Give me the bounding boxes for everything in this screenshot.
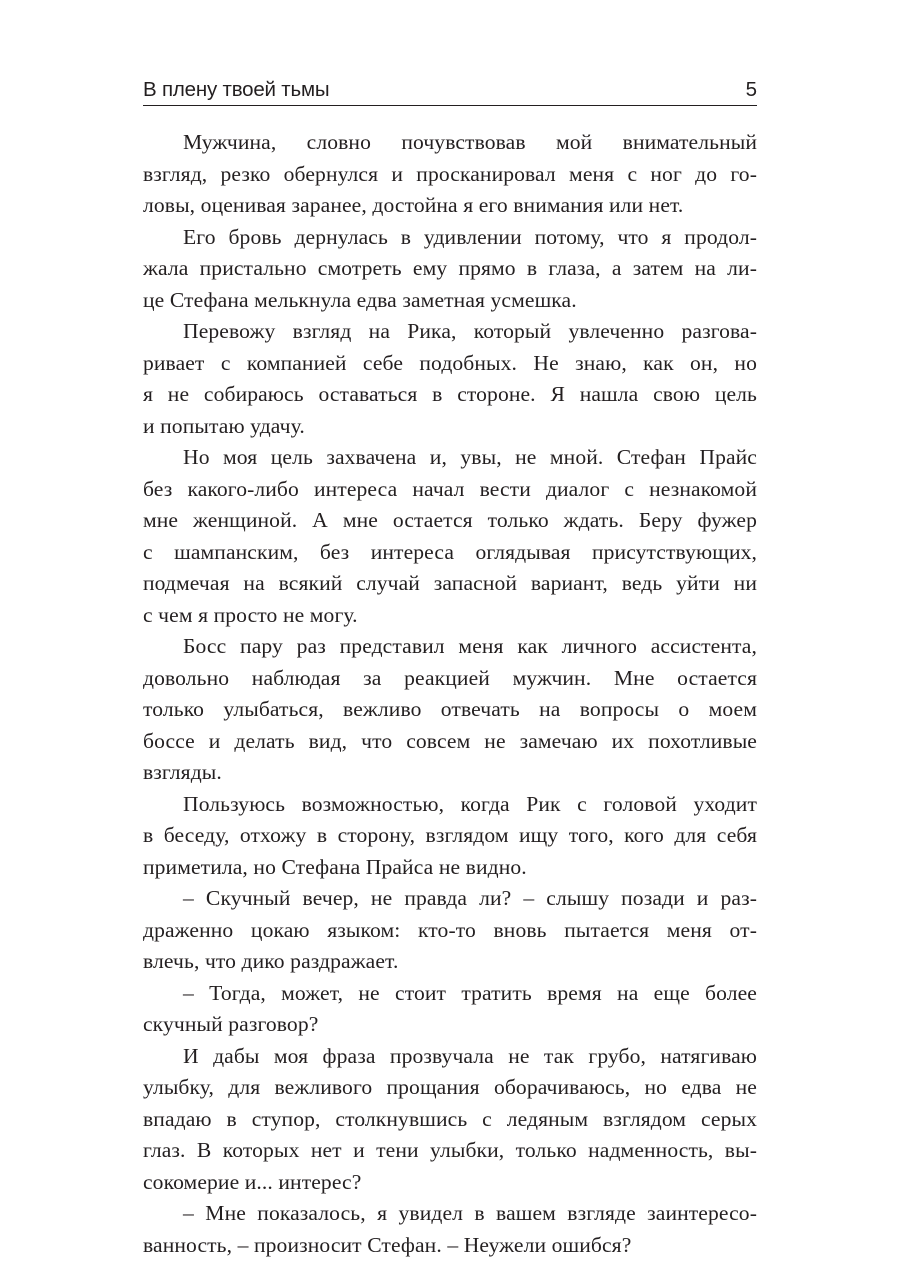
- text-line: ривает с компанией себе подобных. Не знаю, как он, но: [143, 348, 757, 380]
- text-line: скучный разговор?: [143, 1009, 757, 1041]
- text-line: довольно наблюдая за реакцией мужчин. Мне остается: [143, 663, 757, 695]
- text-line: влечь, что дико раздражает.: [143, 946, 757, 978]
- text-line: в беседу, отхожу в сторону, взглядом ищу того, кого для себя: [143, 820, 757, 852]
- text-line: взгляд, резко обернулся и просканировал меня с ног до го-: [143, 159, 757, 191]
- text-line: с шампанским, без интереса оглядывая присутствующих,: [143, 537, 757, 569]
- text-line: Мужчина, словно почувствовав мой внимательный: [143, 127, 757, 159]
- text-line: Босс пару раз представил меня как личного ассистента,: [143, 631, 757, 663]
- page-number: 5: [746, 78, 757, 102]
- text-line: сокомерие и... интерес?: [143, 1167, 757, 1199]
- text-line: драженно цокаю языком: кто-то вновь пытается меня от-: [143, 915, 757, 947]
- text-line: и попытаю удачу.: [143, 411, 757, 443]
- text-line: подмечая на всякий случай запасной вариант, ведь уйти ни: [143, 568, 757, 600]
- text-line: Его бровь дернулась в удивлении потому, что я продол-: [143, 222, 757, 254]
- text-line: глаз. В которых нет и тени улыбки, только надменность, вы-: [143, 1135, 757, 1167]
- text-line: только улыбаться, вежливо отвечать на вопросы о моем: [143, 694, 757, 726]
- running-head: [143, 78, 757, 102]
- text-line: боссе и делать вид, что совсем не замечаю их похотливые: [143, 726, 757, 758]
- text-line: без какого-либо интереса начал вести диалог с незнакомой: [143, 474, 757, 506]
- running-head-title: В плену твоей тьмы: [143, 78, 329, 102]
- text-line: ловы, оценивая заранее, достойна я его внимания или нет.: [143, 190, 757, 222]
- text-line: я не собираюсь оставаться в стороне. Я нашла свою цель: [143, 379, 757, 411]
- text-line: жала пристально смотреть ему прямо в глаза, а затем на ли-: [143, 253, 757, 285]
- text-line: мне женщиной. А мне остается только ждать. Беру фужер: [143, 505, 757, 537]
- text-line: И дабы моя фраза прозвучала не так грубо, натягиваю: [143, 1041, 757, 1073]
- text-line: ванность, – произносит Стефан. – Неужели ошибся?: [143, 1230, 757, 1261]
- text-line: приметила, но Стефана Прайса не видно.: [143, 852, 757, 884]
- text-line: взгляды.: [143, 757, 757, 789]
- text-line: Перевожу взгляд на Рика, который увлеченно разгова-: [143, 316, 757, 348]
- text-line: с чем я просто не могу.: [143, 600, 757, 632]
- text-line: – Скучный вечер, не правда ли? – слышу позади и раз-: [143, 883, 757, 915]
- text-line: – Мне показалось, я увидел в вашем взгляде заинтересо-: [143, 1198, 757, 1230]
- text-line: Но моя цель захвачена и, увы, не мной. Стефан Прайс: [143, 442, 757, 474]
- text-line: – Тогда, может, не стоит тратить время на еще более: [143, 978, 757, 1010]
- text-line: впадаю в ступор, столкнувшись с ледяным взглядом серых: [143, 1104, 757, 1136]
- text-line: улыбку, для вежливого прощания оборачиваюсь, но едва не: [143, 1072, 757, 1104]
- text-line: Пользуюсь возможностью, когда Рик с головой уходит: [143, 789, 757, 821]
- text-line: це Стефана мелькнула едва заметная усмешка.: [143, 285, 757, 317]
- header-rule: [143, 105, 757, 106]
- body-text: [143, 127, 757, 1261]
